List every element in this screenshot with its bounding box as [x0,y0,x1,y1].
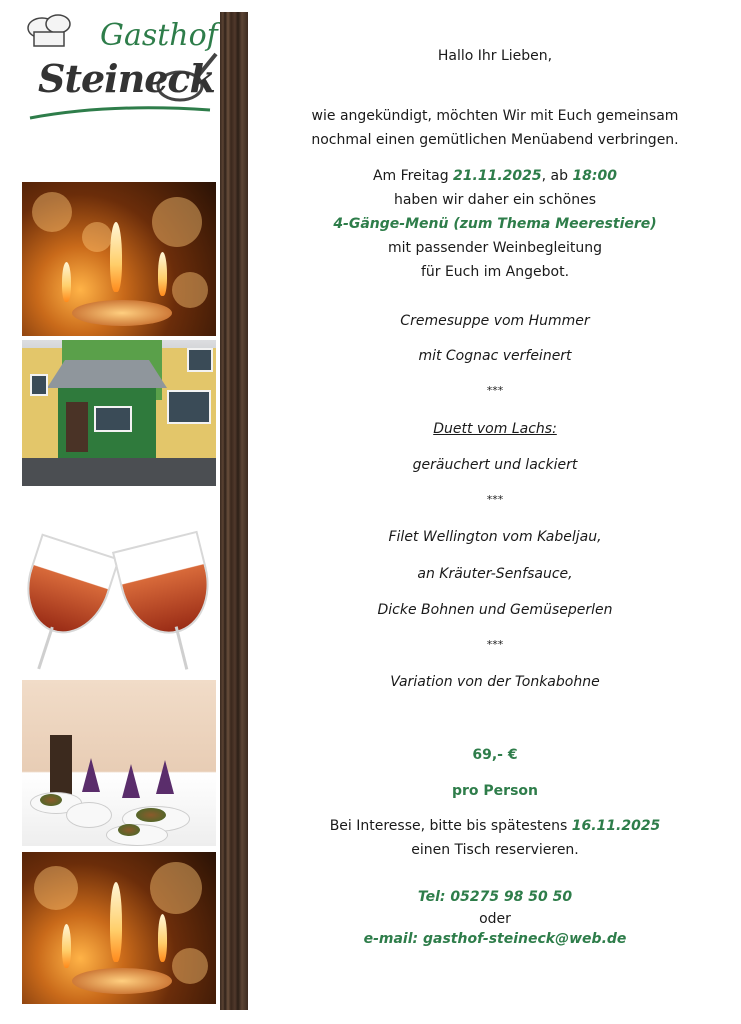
course1-line1: Cremesuppe vom Hummer [400,313,590,329]
letter-text [255,0,735,1024]
event-time: 18:00 [572,168,618,184]
intro-line-2: nochmal einen gemütlichen Menüabend verbringen. [311,132,679,148]
email-address: e-mail: gasthof-steineck@web.de [363,931,627,947]
phone-number: Tel: 05275 98 50 50 [417,889,573,905]
course4-line1: Variation von der Tonkabohne [390,674,600,690]
wine-line: mit passender Weinbegleitung [387,240,602,256]
course1-line2: mit Cognac verfeinert [418,348,572,364]
course2-title: Duett vom Lachs: [433,421,557,437]
logo-word-gasthof: Gasthof [100,18,218,53]
reservation-line-2: einen Tisch reservieren. [411,842,579,858]
menu-title: 4-Gänge-Menü (zum Thema Meerestiere) [333,216,657,232]
separator-1: *** [486,384,504,397]
gasthof-building-photo [22,340,216,486]
dining-table-photo [22,680,216,846]
course3-line3: Dicke Bohnen und Gemüseperlen [377,602,613,618]
reservation-deadline: 16.11.2025 [571,818,661,834]
reservation-prefix: Bei Interesse, bitte bis spätestens [329,818,572,834]
date-prefix: Am Freitag [372,168,454,184]
wood-divider [220,12,248,1010]
candles-photo-bottom [22,852,216,1004]
separator-2: *** [486,493,504,506]
course3-line2: an Kräuter-Senfsauce, [417,566,573,582]
date-mid: , ab [541,168,573,184]
logo-word-steineck: Steineck [38,56,215,101]
greeting: Hallo Ihr Lieben, [437,48,553,64]
intro-line-1: wie angekündigt, möchten Wir mit Euch gemeinsam [311,108,679,124]
price-per-person: pro Person [452,783,538,799]
gasthof-logo [20,8,220,128]
price-amount: 69,- € [472,747,518,763]
wine-glasses-photo [22,514,216,670]
event-date: 21.11.2025 [453,168,542,184]
offer-line: für Euch im Angebot. [420,264,570,280]
separator-3: *** [486,638,504,651]
course2-line2: geräuchert und lackiert [412,457,578,473]
contact-or: oder [479,911,511,927]
candles-photo [22,182,216,336]
date-line [255,168,735,184]
have-line: haben wir daher ein schönes [393,192,596,208]
reservation-line-1 [255,818,735,834]
course3-line1: Filet Wellington vom Kabeljau, [388,529,602,545]
